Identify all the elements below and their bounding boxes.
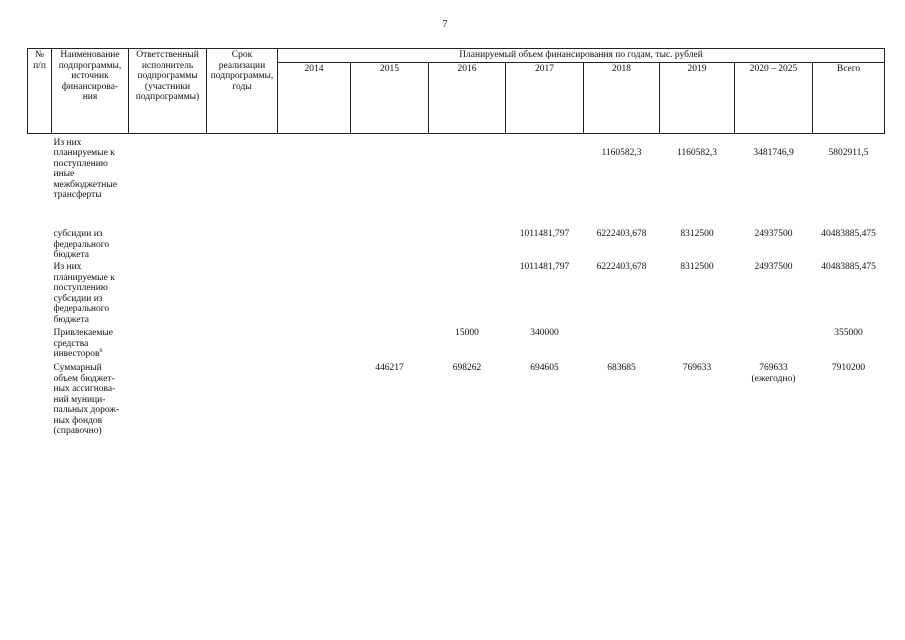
header-year-2019: 2019 xyxy=(660,62,735,133)
header-year-2018: 2018 xyxy=(584,62,660,133)
value-2019: 8312500 xyxy=(680,262,714,272)
table-row xyxy=(28,363,885,447)
value-2017 xyxy=(506,133,584,229)
value-2015: 446217 xyxy=(375,363,404,373)
value-2016 xyxy=(429,229,506,262)
header-year-2020-2025: 2020 – 2025 xyxy=(735,62,813,133)
value-2020-2025: 24937500 xyxy=(754,229,793,239)
row-name: Из них планируемые к поступлению субсидии из федерального бюджета xyxy=(53,262,115,325)
value-2018: 683685 xyxy=(607,363,636,373)
value-2014 xyxy=(278,229,351,262)
value-2018: 1160582,3 xyxy=(601,147,642,158)
table-row xyxy=(28,229,885,262)
value-2020-2025: 3481746,9 xyxy=(753,147,794,158)
header-term: Срок реализации подпрограммы, годы xyxy=(207,49,278,134)
value-2017: 340000 xyxy=(530,328,559,338)
value-total: 5802911,5 xyxy=(828,147,869,158)
value-2015 xyxy=(351,328,429,363)
period-note: (ежегодно) xyxy=(751,373,796,384)
value-2018 xyxy=(584,328,660,363)
value-2016: 698262 xyxy=(452,363,482,373)
header-responsible: Ответственный исполнитель подпрограммы (участники подпрограммы) xyxy=(129,49,207,134)
header-total: Всего xyxy=(813,62,885,133)
funding-table xyxy=(27,48,885,447)
row-name: Из них планируемые к поступлению иные межбюджетные трансферты xyxy=(53,137,117,200)
header-year-2014: 2014 xyxy=(278,62,351,133)
header-num: № п/п xyxy=(28,49,52,134)
value-2015 xyxy=(351,262,429,328)
value-2014 xyxy=(278,363,351,447)
header-year-2017: 2017 xyxy=(506,62,584,133)
header-name: Наименование подпрограммы, источник финансирова- ния xyxy=(52,49,129,134)
value-2019: 769633 xyxy=(682,363,712,373)
header-year-2015: 2015 xyxy=(351,62,429,133)
value-total: 40483885,475 xyxy=(821,262,876,272)
value-2020-2025: 769633 (ежегодно) xyxy=(735,363,813,447)
value-2017: 1011481,797 xyxy=(519,229,570,239)
value-2019 xyxy=(660,328,735,363)
value-2015 xyxy=(351,229,429,262)
value-total: 355000 xyxy=(834,328,863,338)
value-2017: 1011481,797 xyxy=(519,262,570,272)
value-2019: 8312500 xyxy=(680,229,714,239)
value-total: 40483885,475 xyxy=(821,229,876,239)
table-row xyxy=(28,328,885,363)
value-2016 xyxy=(429,133,506,229)
row-name: Привлекаемые средства инвесторов$^6$ xyxy=(53,328,114,359)
value-2016: 15000 xyxy=(455,328,479,338)
value-2020-2025 xyxy=(735,328,813,363)
value-2014 xyxy=(278,133,351,229)
value-total: 7910200 xyxy=(831,363,866,373)
value-2014 xyxy=(278,262,351,328)
row-name: Суммарный объем бюджет- ных ассигнова- ний муници- пальных дорож- ных фондов (справочно) xyxy=(53,363,120,436)
value-2020-2025: 24937500 xyxy=(754,262,793,272)
page-number: 7 xyxy=(442,19,448,30)
value-2019: 1160582,3 xyxy=(676,147,718,158)
value-2015 xyxy=(351,133,429,229)
value-2016 xyxy=(429,262,506,328)
value-2018: 6222403,678 xyxy=(596,262,647,272)
table-row xyxy=(28,262,885,328)
row-name: субсидии из федерального бюджета xyxy=(53,229,110,260)
footnote-marker: 6 xyxy=(99,347,103,354)
header-year-2016: 2016 xyxy=(429,62,506,133)
value-2018: 6222403,678 xyxy=(596,229,647,239)
value-2017: 694605 xyxy=(530,363,559,373)
table-row xyxy=(28,133,885,229)
header-funding: Планируемый объем финансирования по годам, тыс. рублей xyxy=(278,49,885,63)
value-2014 xyxy=(278,328,351,363)
